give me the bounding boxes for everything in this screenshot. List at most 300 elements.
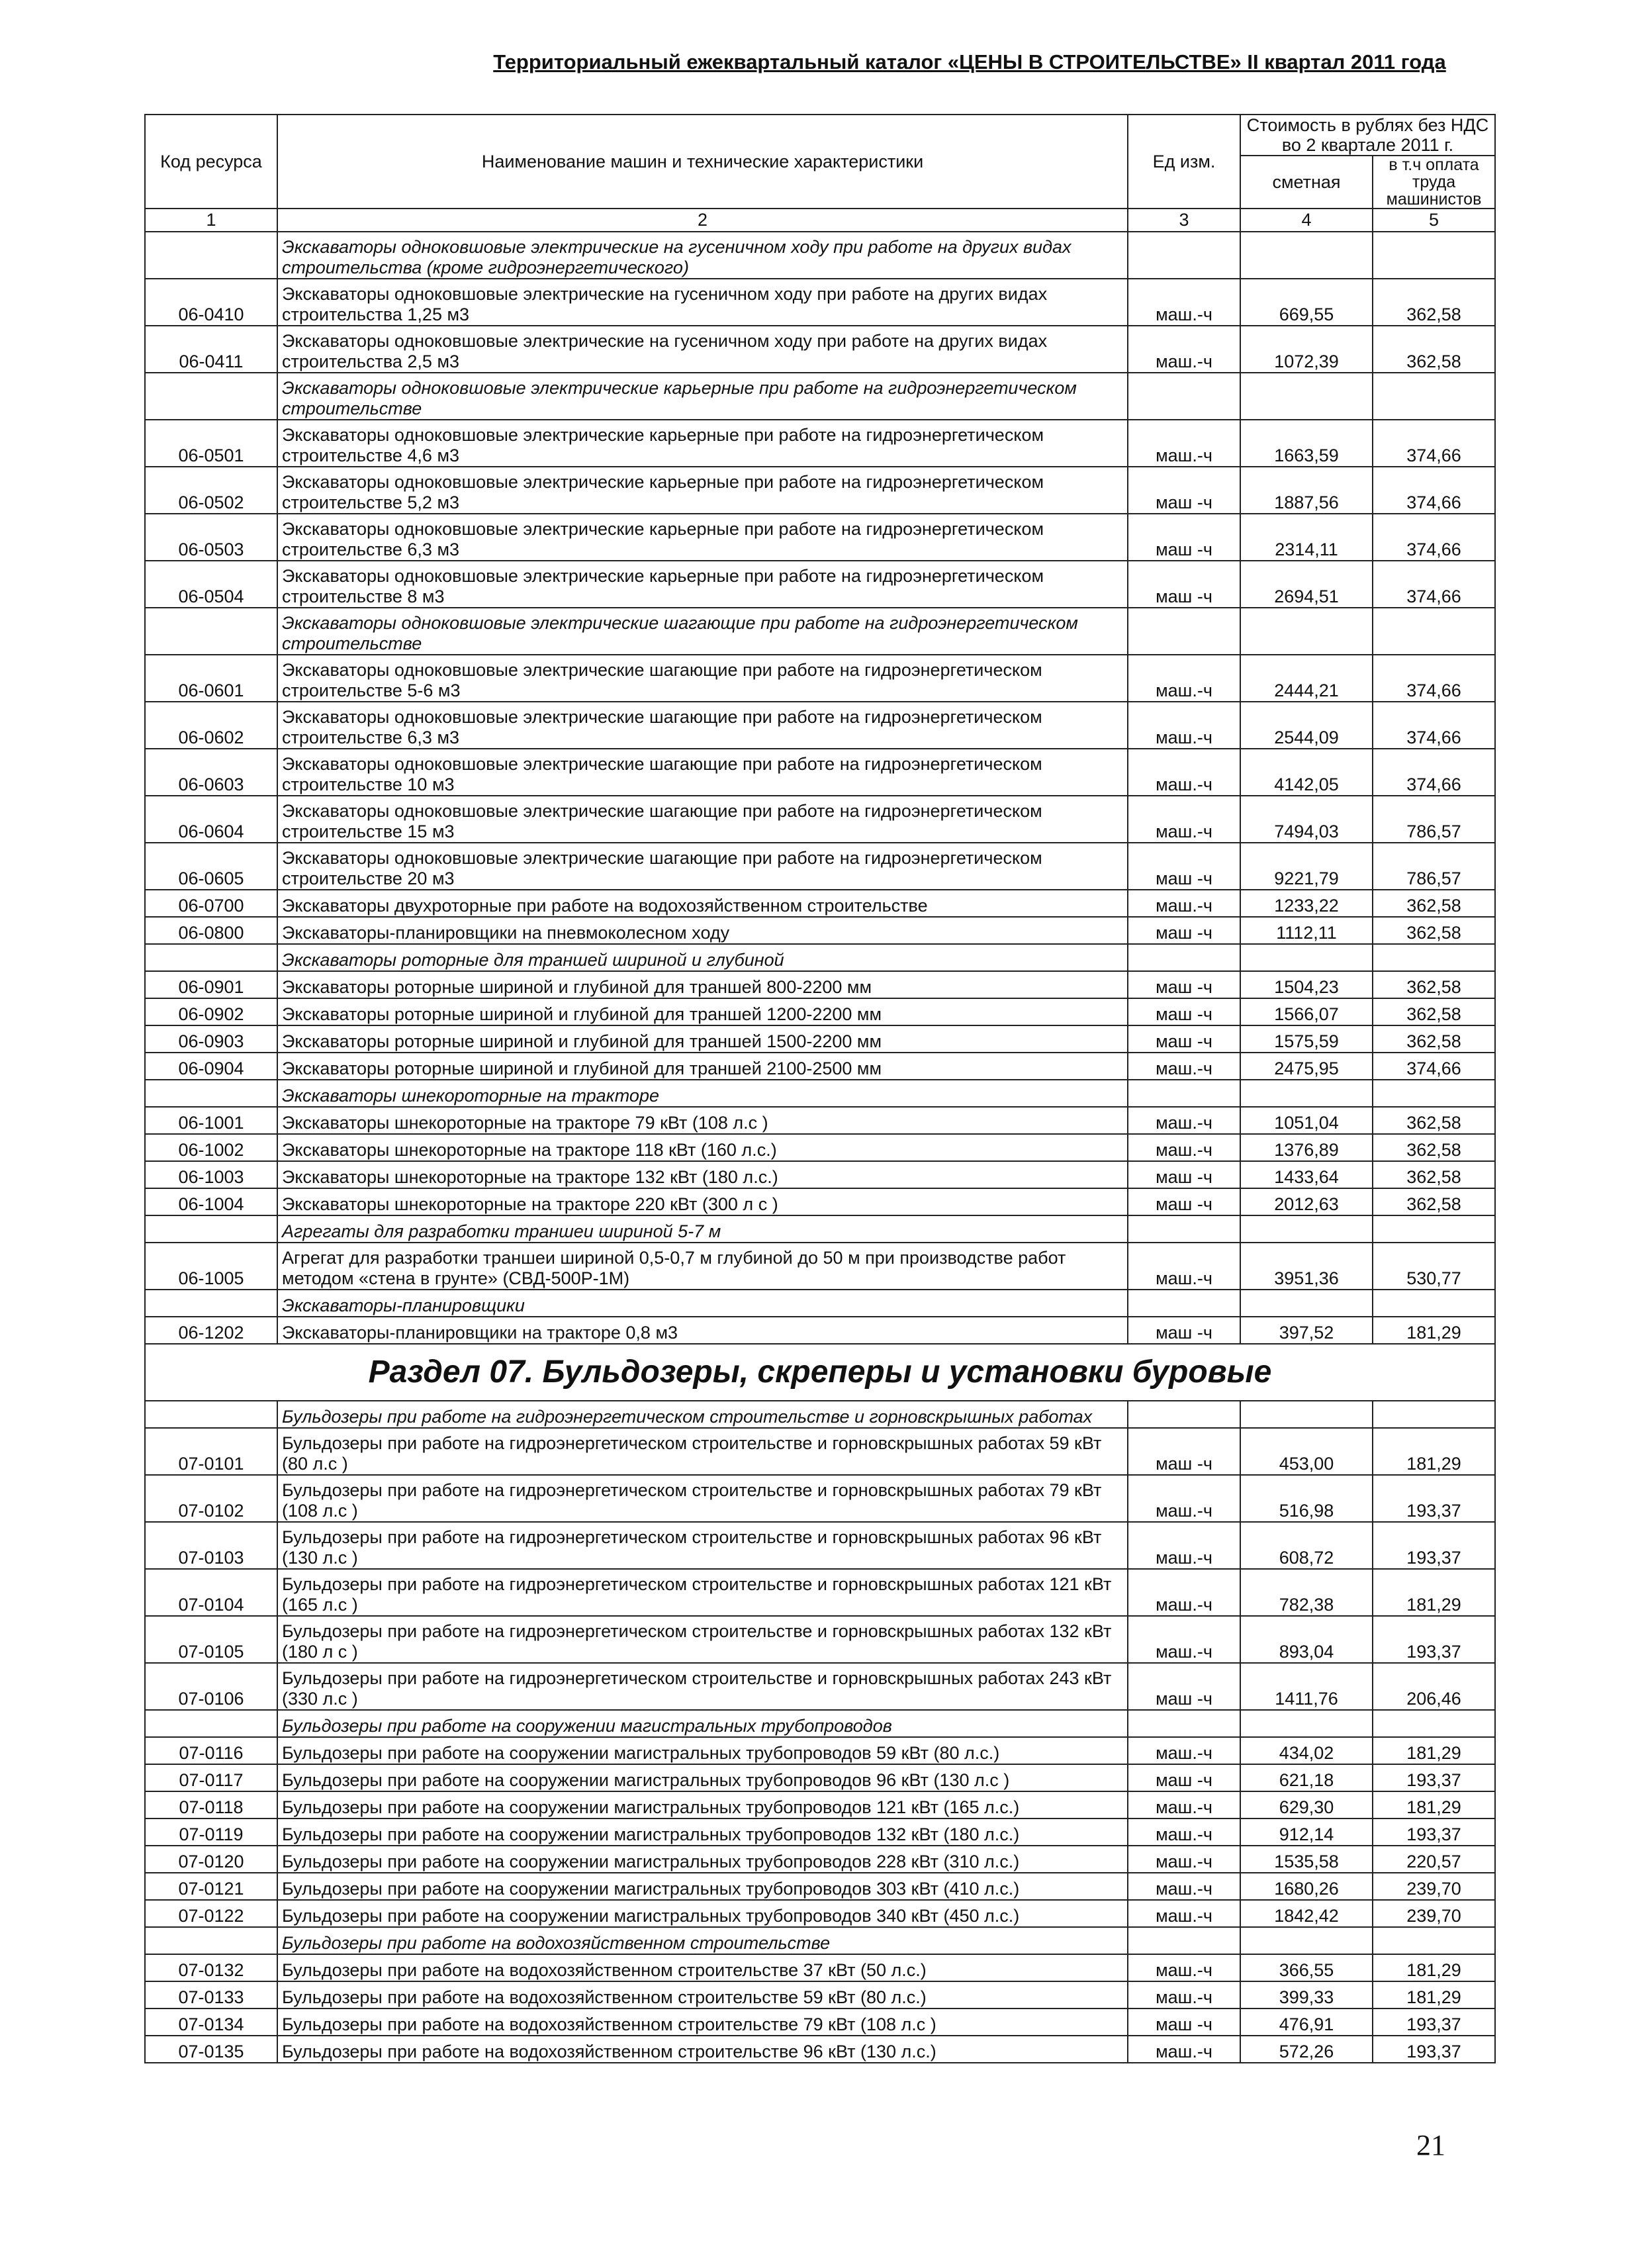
table-row [145,1846,1495,1873]
resource-code [145,944,277,971]
estimated-cost: 1433,64 [1240,1161,1373,1188]
header-code: Код ресурса [145,115,277,209]
resource-code: 07-0133 [145,1981,277,2008]
estimated-cost: 1842,42 [1240,1900,1373,1927]
machine-name: Бульдозеры при работе на сооружении магистральных трубопроводов 303 кВт (410 л.с.) [277,1873,1128,1900]
resource-code: 06-0901 [145,971,277,998]
operator-wage: 374,66 [1373,467,1495,514]
table-row [145,1954,1495,1981]
estimated-cost [1240,1080,1373,1107]
machine-name: Экскаваторы одноковшовые электрические карьерные при работе на гидроэнергетическом строительстве 5,2 м3 [277,467,1128,514]
estimated-cost: 893,04 [1240,1616,1373,1663]
operator-wage: 786,57 [1373,796,1495,843]
machine-name: Бульдозеры при работе на сооружении магистральных трубопроводов [277,1710,1128,1737]
table-row [145,1663,1495,1710]
table-row [145,749,1495,796]
unit-of-measure: маш -ч [1128,514,1240,561]
table-row [145,1981,1495,2008]
operator-wage: 362,58 [1373,998,1495,1025]
table-row [145,2008,1495,2036]
column-number: 2 [277,209,1128,232]
machine-name: Бульдозеры при работе на водохозяйственном строительстве [277,1927,1128,1954]
estimated-cost: 516,98 [1240,1475,1373,1522]
operator-wage: 193,37 [1373,1475,1495,1522]
header-estimated: сметная [1240,156,1373,209]
unit-of-measure: маш.-ч [1128,1107,1240,1134]
estimated-cost: 2012,63 [1240,1188,1373,1215]
unit-of-measure [1128,944,1240,971]
resource-code: 06-1202 [145,1317,277,1344]
estimated-cost: 1411,76 [1240,1663,1373,1710]
operator-wage: 374,66 [1373,420,1495,467]
unit-of-measure: маш -ч [1128,971,1240,998]
estimated-cost: 453,00 [1240,1428,1373,1475]
estimated-cost [1240,1215,1373,1243]
table-row [145,1764,1495,1791]
operator-wage: 362,58 [1373,1161,1495,1188]
table-row [145,1161,1495,1188]
resource-code: 07-0121 [145,1873,277,1900]
resource-code: 06-0902 [145,998,277,1025]
machine-name: Экскаваторы одноковшовые электрические карьерные при работе на гидроэнергетическом строительстве 6,3 м3 [277,514,1128,561]
table-row [145,1819,1495,1846]
operator-wage: 362,58 [1373,1107,1495,1134]
machine-name: Агрегаты для разработки траншеи шириной 5-7 м [277,1215,1128,1243]
operator-wage: 362,58 [1373,1134,1495,1161]
unit-of-measure: маш -ч [1128,1188,1240,1215]
resource-code: 07-0135 [145,2036,277,2063]
unit-of-measure: маш.-ч [1128,1134,1240,1161]
estimated-cost: 2314,11 [1240,514,1373,561]
machine-name: Бульдозеры при работе на гидроэнергетическом строительстве и горновскрышных работах [277,1401,1128,1428]
estimated-cost: 434,02 [1240,1737,1373,1764]
unit-of-measure: маш.-ч [1128,1791,1240,1819]
estimated-cost: 9221,79 [1240,843,1373,890]
estimated-cost: 1051,04 [1240,1107,1373,1134]
operator-wage: 181,29 [1373,1981,1495,2008]
machine-name: Экскаваторы шнекороторные на тракторе [277,1080,1128,1107]
machine-name: Экскаваторы роторные шириной и глубиной для траншей 800-2200 мм [277,971,1128,998]
machine-name: Экскаваторы одноковшовые электрические шагающие при работе на гидроэнергетическом строительстве [277,608,1128,655]
machine-name: Экскаваторы-планировщики на пневмоколесном ходу [277,917,1128,944]
estimated-cost: 1504,23 [1240,971,1373,998]
operator-wage: 362,58 [1373,917,1495,944]
estimated-cost: 1072,39 [1240,326,1373,373]
category-row [145,944,1495,971]
machine-name: Экскаваторы роторные для траншей шириной и глубиной [277,944,1128,971]
estimated-cost: 2475,95 [1240,1053,1373,1080]
machine-name: Бульдозеры при работе на гидроэнергетическом строительстве и горновскрышных работах 121 кВт (165 л.с ) [277,1569,1128,1616]
estimated-cost: 366,55 [1240,1954,1373,1981]
table-row [145,1107,1495,1134]
category-row [145,1401,1495,1428]
table-row [145,1317,1495,1344]
operator-wage: 181,29 [1373,1428,1495,1475]
resource-code [145,1080,277,1107]
operator-wage: 220,57 [1373,1846,1495,1873]
machine-name: Бульдозеры при работе на сооружении магистральных трубопроводов 340 кВт (450 л.с.) [277,1900,1128,1927]
estimated-cost: 1112,11 [1240,917,1373,944]
estimated-cost: 476,91 [1240,2008,1373,2036]
unit-of-measure [1128,608,1240,655]
machine-name: Агрегат для разработки траншеи шириной 0,5-0,7 м глубиной до 50 м при производстве работ методом «стена в грунте» (СВД-500Р-1М) [277,1243,1128,1290]
unit-of-measure: маш.-ч [1128,655,1240,702]
table-row [145,998,1495,1025]
table-row [145,702,1495,749]
machine-name: Бульдозеры при работе на сооружении магистральных трубопроводов 132 кВт (180 л.с.) [277,1819,1128,1846]
operator-wage: 239,70 [1373,1873,1495,1900]
unit-of-measure: маш.-ч [1128,1981,1240,2008]
unit-of-measure: маш -ч [1128,1428,1240,1475]
resource-code: 06-0605 [145,843,277,890]
unit-of-measure: маш.-ч [1128,279,1240,326]
estimated-cost: 782,38 [1240,1569,1373,1616]
operator-wage: 362,58 [1373,971,1495,998]
estimated-cost: 608,72 [1240,1522,1373,1569]
unit-of-measure: маш.-ч [1128,1737,1240,1764]
resource-code: 06-1003 [145,1161,277,1188]
unit-of-measure: маш.-ч [1128,1243,1240,1290]
machine-name: Экскаваторы роторные шириной и глубиной для траншей 2100-2500 мм [277,1053,1128,1080]
estimated-cost: 2444,21 [1240,655,1373,702]
estimated-cost: 3951,36 [1240,1243,1373,1290]
operator-wage [1373,1215,1495,1243]
machine-name: Бульдозеры при работе на сооружении магистральных трубопроводов 59 кВт (80 л.с.) [277,1737,1128,1764]
category-row [145,608,1495,655]
resource-code: 07-0117 [145,1764,277,1791]
unit-of-measure: маш.-ч [1128,1053,1240,1080]
unit-of-measure: маш -ч [1128,1025,1240,1053]
resource-code: 06-1001 [145,1107,277,1134]
table-row [145,1569,1495,1616]
resource-code: 07-0105 [145,1616,277,1663]
catalog-header: Территориальный ежеквартальный каталог «ЦЕНЫ В СТРОИТЕЛЬСТВЕ» II квартал 2011 года [493,50,1446,73]
unit-of-measure [1128,1080,1240,1107]
table-row [145,1243,1495,1290]
resource-code: 07-0120 [145,1846,277,1873]
estimated-cost [1240,373,1373,420]
resource-code: 06-0601 [145,655,277,702]
machine-name: Экскаваторы-планировщики на тракторе 0,8 м3 [277,1317,1128,1344]
machine-name: Бульдозеры при работе на гидроэнергетическом строительстве и горновскрышных работах 132 кВт (180 л с ) [277,1616,1128,1663]
table-row [145,1791,1495,1819]
table-header-row-1 [145,115,1495,156]
estimated-cost: 1233,22 [1240,890,1373,917]
table-row [145,1873,1495,1900]
page-number: 21 [1416,2129,1445,2161]
resource-code: 07-0122 [145,1900,277,1927]
unit-of-measure: маш -ч [1128,917,1240,944]
resource-code [145,1710,277,1737]
price-table [144,114,1496,2063]
resource-code: 07-0134 [145,2008,277,2036]
operator-wage: 181,29 [1373,1569,1495,1616]
machine-name: Экскаваторы одноковшовые электрические на гусеничном ходу при работе на других видах строительства 2,5 м3 [277,326,1128,373]
unit-of-measure [1128,1290,1240,1317]
operator-wage: 362,58 [1373,1188,1495,1215]
table-row [145,1134,1495,1161]
machine-name: Бульдозеры при работе на сооружении магистральных трубопроводов 121 кВт (165 л.с.) [277,1791,1128,1819]
machine-name: Экскаваторы-планировщики [277,1290,1128,1317]
resource-code: 07-0102 [145,1475,277,1522]
unit-of-measure [1128,1215,1240,1243]
operator-wage: 374,66 [1373,749,1495,796]
estimated-cost: 1535,58 [1240,1846,1373,1873]
operator-wage: 193,37 [1373,1764,1495,1791]
unit-of-measure: маш.-ч [1128,1819,1240,1846]
table-row [145,1737,1495,1764]
unit-of-measure: маш -ч [1128,1663,1240,1710]
operator-wage: 193,37 [1373,1819,1495,1846]
estimated-cost: 1566,07 [1240,998,1373,1025]
resource-code: 06-0800 [145,917,277,944]
resource-code: 06-0410 [145,279,277,326]
machine-name: Бульдозеры при работе на гидроэнергетическом строительстве и горновскрышных работах 79 кВт (108 л.с ) [277,1475,1128,1522]
column-numbers-row [145,209,1495,232]
machine-name: Экскаваторы одноковшовые электрические шагающие при работе на гидроэнергетическом строительстве 6,3 м3 [277,702,1128,749]
machine-name: Экскаваторы одноковшовые электрические карьерные при работе на гидроэнергетическом строительстве 4,6 м3 [277,420,1128,467]
resource-code: 07-0118 [145,1791,277,1819]
resource-code: 06-0700 [145,890,277,917]
operator-wage [1373,1927,1495,1954]
machine-name: Бульдозеры при работе на сооружении магистральных трубопроводов 96 кВт (130 л.с ) [277,1764,1128,1791]
machine-name: Экскаваторы одноковшовые электрические шагающие при работе на гидроэнергетическом строительстве 15 м3 [277,796,1128,843]
machine-name: Экскаваторы одноковшовые электрические карьерные при работе на гидроэнергетическом строительстве 8 м3 [277,561,1128,608]
unit-of-measure: маш.-ч [1128,796,1240,843]
resource-code: 06-0603 [145,749,277,796]
estimated-cost: 572,26 [1240,2036,1373,2063]
operator-wage: 362,58 [1373,326,1495,373]
machine-name: Бульдозеры при работе на сооружении магистральных трубопроводов 228 кВт (310 л.с.) [277,1846,1128,1873]
unit-of-measure: маш.-ч [1128,1900,1240,1927]
resource-code: 07-0106 [145,1663,277,1710]
machine-name: Экскаваторы одноковшовые электрические карьерные при работе на гидроэнергетическом строительстве [277,373,1128,420]
table-row [145,796,1495,843]
estimated-cost: 669,55 [1240,279,1373,326]
resource-code: 06-0503 [145,514,277,561]
resource-code [145,1215,277,1243]
table-row [145,279,1495,326]
unit-of-measure: маш -ч [1128,1764,1240,1791]
unit-of-measure: маш.-ч [1128,1475,1240,1522]
operator-wage: 374,66 [1373,561,1495,608]
unit-of-measure: маш -ч [1128,843,1240,890]
estimated-cost [1240,944,1373,971]
operator-wage [1373,1290,1495,1317]
unit-of-measure [1128,1401,1240,1428]
unit-of-measure: маш.-ч [1128,2036,1240,2063]
operator-wage: 206,46 [1373,1663,1495,1710]
table-row [145,561,1495,608]
resource-code: 07-0104 [145,1569,277,1616]
resource-code: 06-0602 [145,702,277,749]
machine-name: Экскаваторы роторные шириной и глубиной для траншей 1500-2200 мм [277,1025,1128,1053]
resource-code: 07-0119 [145,1819,277,1846]
resource-code: 07-0101 [145,1428,277,1475]
resource-code: 06-0604 [145,796,277,843]
estimated-cost: 1887,56 [1240,467,1373,514]
category-row [145,232,1495,279]
operator-wage: 181,29 [1373,1791,1495,1819]
table-row [145,971,1495,998]
resource-code: 06-0904 [145,1053,277,1080]
table-row [145,1900,1495,1927]
unit-of-measure [1128,232,1240,279]
resource-code: 07-0132 [145,1954,277,1981]
machine-name: Экскаваторы одноковшовые электрические шагающие при работе на гидроэнергетическом строительстве 5-6 м3 [277,655,1128,702]
machine-name: Экскаваторы шнекороторные на тракторе 132 кВт (180 л.с.) [277,1161,1128,1188]
table-row [145,1428,1495,1475]
operator-wage: 181,29 [1373,1954,1495,1981]
column-number: 1 [145,209,277,232]
operator-wage: 530,77 [1373,1243,1495,1290]
operator-wage: 374,66 [1373,655,1495,702]
machine-name: Бульдозеры при работе на водохозяйственном строительстве 79 кВт (108 л.с ) [277,2008,1128,2036]
column-number: 5 [1373,209,1495,232]
machine-name: Экскаваторы одноковшовые электрические шагающие при работе на гидроэнергетическом строительстве 20 м3 [277,843,1128,890]
table-row [145,467,1495,514]
resource-code [145,1290,277,1317]
category-row [145,1710,1495,1737]
operator-wage: 362,58 [1373,1025,1495,1053]
table-row [145,655,1495,702]
machine-name: Экскаваторы шнекороторные на тракторе 220 кВт (300 л с ) [277,1188,1128,1215]
resource-code [145,608,277,655]
table-row [145,1025,1495,1053]
unit-of-measure: маш.-ч [1128,749,1240,796]
estimated-cost [1240,1710,1373,1737]
estimated-cost [1240,232,1373,279]
operator-wage [1373,373,1495,420]
estimated-cost: 621,18 [1240,1764,1373,1791]
unit-of-measure [1128,1927,1240,1954]
operator-wage: 374,66 [1373,1053,1495,1080]
unit-of-measure: маш -ч [1128,467,1240,514]
resource-code [145,1401,277,1428]
table-row [145,917,1495,944]
unit-of-measure: маш.-ч [1128,1846,1240,1873]
operator-wage: 193,37 [1373,1522,1495,1569]
machine-name: Бульдозеры при работе на водохозяйственном строительстве 37 кВт (50 л.с.) [277,1954,1128,1981]
unit-of-measure: маш.-ч [1128,420,1240,467]
estimated-cost: 7494,03 [1240,796,1373,843]
machine-name: Бульдозеры при работе на гидроэнергетическом строительстве и горновскрышных работах 243 кВт (330 л.с ) [277,1663,1128,1710]
resource-code: 06-0504 [145,561,277,608]
estimated-cost [1240,1290,1373,1317]
machine-name: Экскаваторы одноковшовые электрические шагающие при работе на гидроэнергетическом строительстве 10 м3 [277,749,1128,796]
category-row [145,1290,1495,1317]
operator-wage: 362,58 [1373,279,1495,326]
operator-wage: 362,58 [1373,890,1495,917]
machine-name: Экскаваторы шнекороторные на тракторе 118 кВт (160 л.с.) [277,1134,1128,1161]
operator-wage: 374,66 [1373,702,1495,749]
estimated-cost [1240,1401,1373,1428]
category-row [145,1927,1495,1954]
estimated-cost: 1376,89 [1240,1134,1373,1161]
resource-code: 06-1004 [145,1188,277,1215]
unit-of-measure: маш.-ч [1128,1522,1240,1569]
resource-code: 06-1005 [145,1243,277,1290]
resource-code [145,373,277,420]
estimated-cost: 1680,26 [1240,1873,1373,1900]
operator-wage [1373,1401,1495,1428]
estimated-cost: 4142,05 [1240,749,1373,796]
operator-wage: 193,37 [1373,2036,1495,2063]
estimated-cost: 912,14 [1240,1819,1373,1846]
unit-of-measure: маш -ч [1128,561,1240,608]
estimated-cost: 629,30 [1240,1791,1373,1819]
operator-wage [1373,1710,1495,1737]
unit-of-measure: маш -ч [1128,998,1240,1025]
estimated-cost: 2544,09 [1240,702,1373,749]
unit-of-measure: маш.-ч [1128,326,1240,373]
table-row [145,1522,1495,1569]
header-cost-group: Стоимость в рублях без НДС во 2 квартале 2011 г. [1240,115,1495,156]
unit-of-measure [1128,1710,1240,1737]
resource-code [145,232,277,279]
resource-code: 07-0103 [145,1522,277,1569]
operator-wage: 193,37 [1373,2008,1495,2036]
operator-wage [1373,1080,1495,1107]
estimated-cost: 1663,59 [1240,420,1373,467]
section-title: Раздел 07. Бульдозеры, скреперы и установки буровые [145,1344,1495,1401]
operator-wage: 786,57 [1373,843,1495,890]
table-row [145,1053,1495,1080]
unit-of-measure: маш.-ч [1128,1616,1240,1663]
operator-wage: 181,29 [1373,1317,1495,1344]
unit-of-measure: маш.-ч [1128,702,1240,749]
operator-wage: 181,29 [1373,1737,1495,1764]
header-incl-wage: в т.ч оплата труда машинистов [1373,156,1495,209]
estimated-cost: 1575,59 [1240,1025,1373,1053]
column-number: 4 [1240,209,1373,232]
resource-code: 06-0501 [145,420,277,467]
machine-name: Экскаваторы одноковшовые электрические на гусеничном ходу при работе на других видах строительства (кроме гидроэнергетического) [277,232,1128,279]
category-row [145,1215,1495,1243]
machine-name: Бульдозеры при работе на водохозяйственном строительстве 59 кВт (80 л.с.) [277,1981,1128,2008]
resource-code: 06-0502 [145,467,277,514]
operator-wage [1373,232,1495,279]
unit-of-measure: маш.-ч [1128,1873,1240,1900]
unit-of-measure: маш -ч [1128,1317,1240,1344]
resource-code [145,1927,277,1954]
table-row [145,2036,1495,2063]
machine-name: Экскаваторы шнекороторные на тракторе 79 кВт (108 л.с ) [277,1107,1128,1134]
section-row [145,1344,1495,1401]
unit-of-measure [1128,373,1240,420]
column-number: 3 [1128,209,1240,232]
operator-wage [1373,944,1495,971]
resource-code: 07-0116 [145,1737,277,1764]
table-row [145,1475,1495,1522]
unit-of-measure: маш -ч [1128,1161,1240,1188]
estimated-cost: 397,52 [1240,1317,1373,1344]
table-row [145,1188,1495,1215]
machine-name: Экскаваторы двухроторные при работе на водохозяйственном строительстве [277,890,1128,917]
estimated-cost: 399,33 [1240,1981,1373,2008]
machine-name: Экскаваторы роторные шириной и глубиной для траншей 1200-2200 мм [277,998,1128,1025]
unit-of-measure: маш.-ч [1128,1954,1240,1981]
category-row [145,373,1495,420]
estimated-cost: 2694,51 [1240,561,1373,608]
resource-code: 06-0411 [145,326,277,373]
table-row [145,514,1495,561]
machine-name: Бульдозеры при работе на водохозяйственном строительстве 96 кВт (130 л.с.) [277,2036,1128,2063]
unit-of-measure: маш.-ч [1128,890,1240,917]
machine-name: Экскаваторы одноковшовые электрические на гусеничном ходу при работе на других видах строительства 1,25 м3 [277,279,1128,326]
table-row [145,1616,1495,1663]
machine-name: Бульдозеры при работе на гидроэнергетическом строительстве и горновскрышных работах 96 кВт (130 л.с ) [277,1522,1128,1569]
